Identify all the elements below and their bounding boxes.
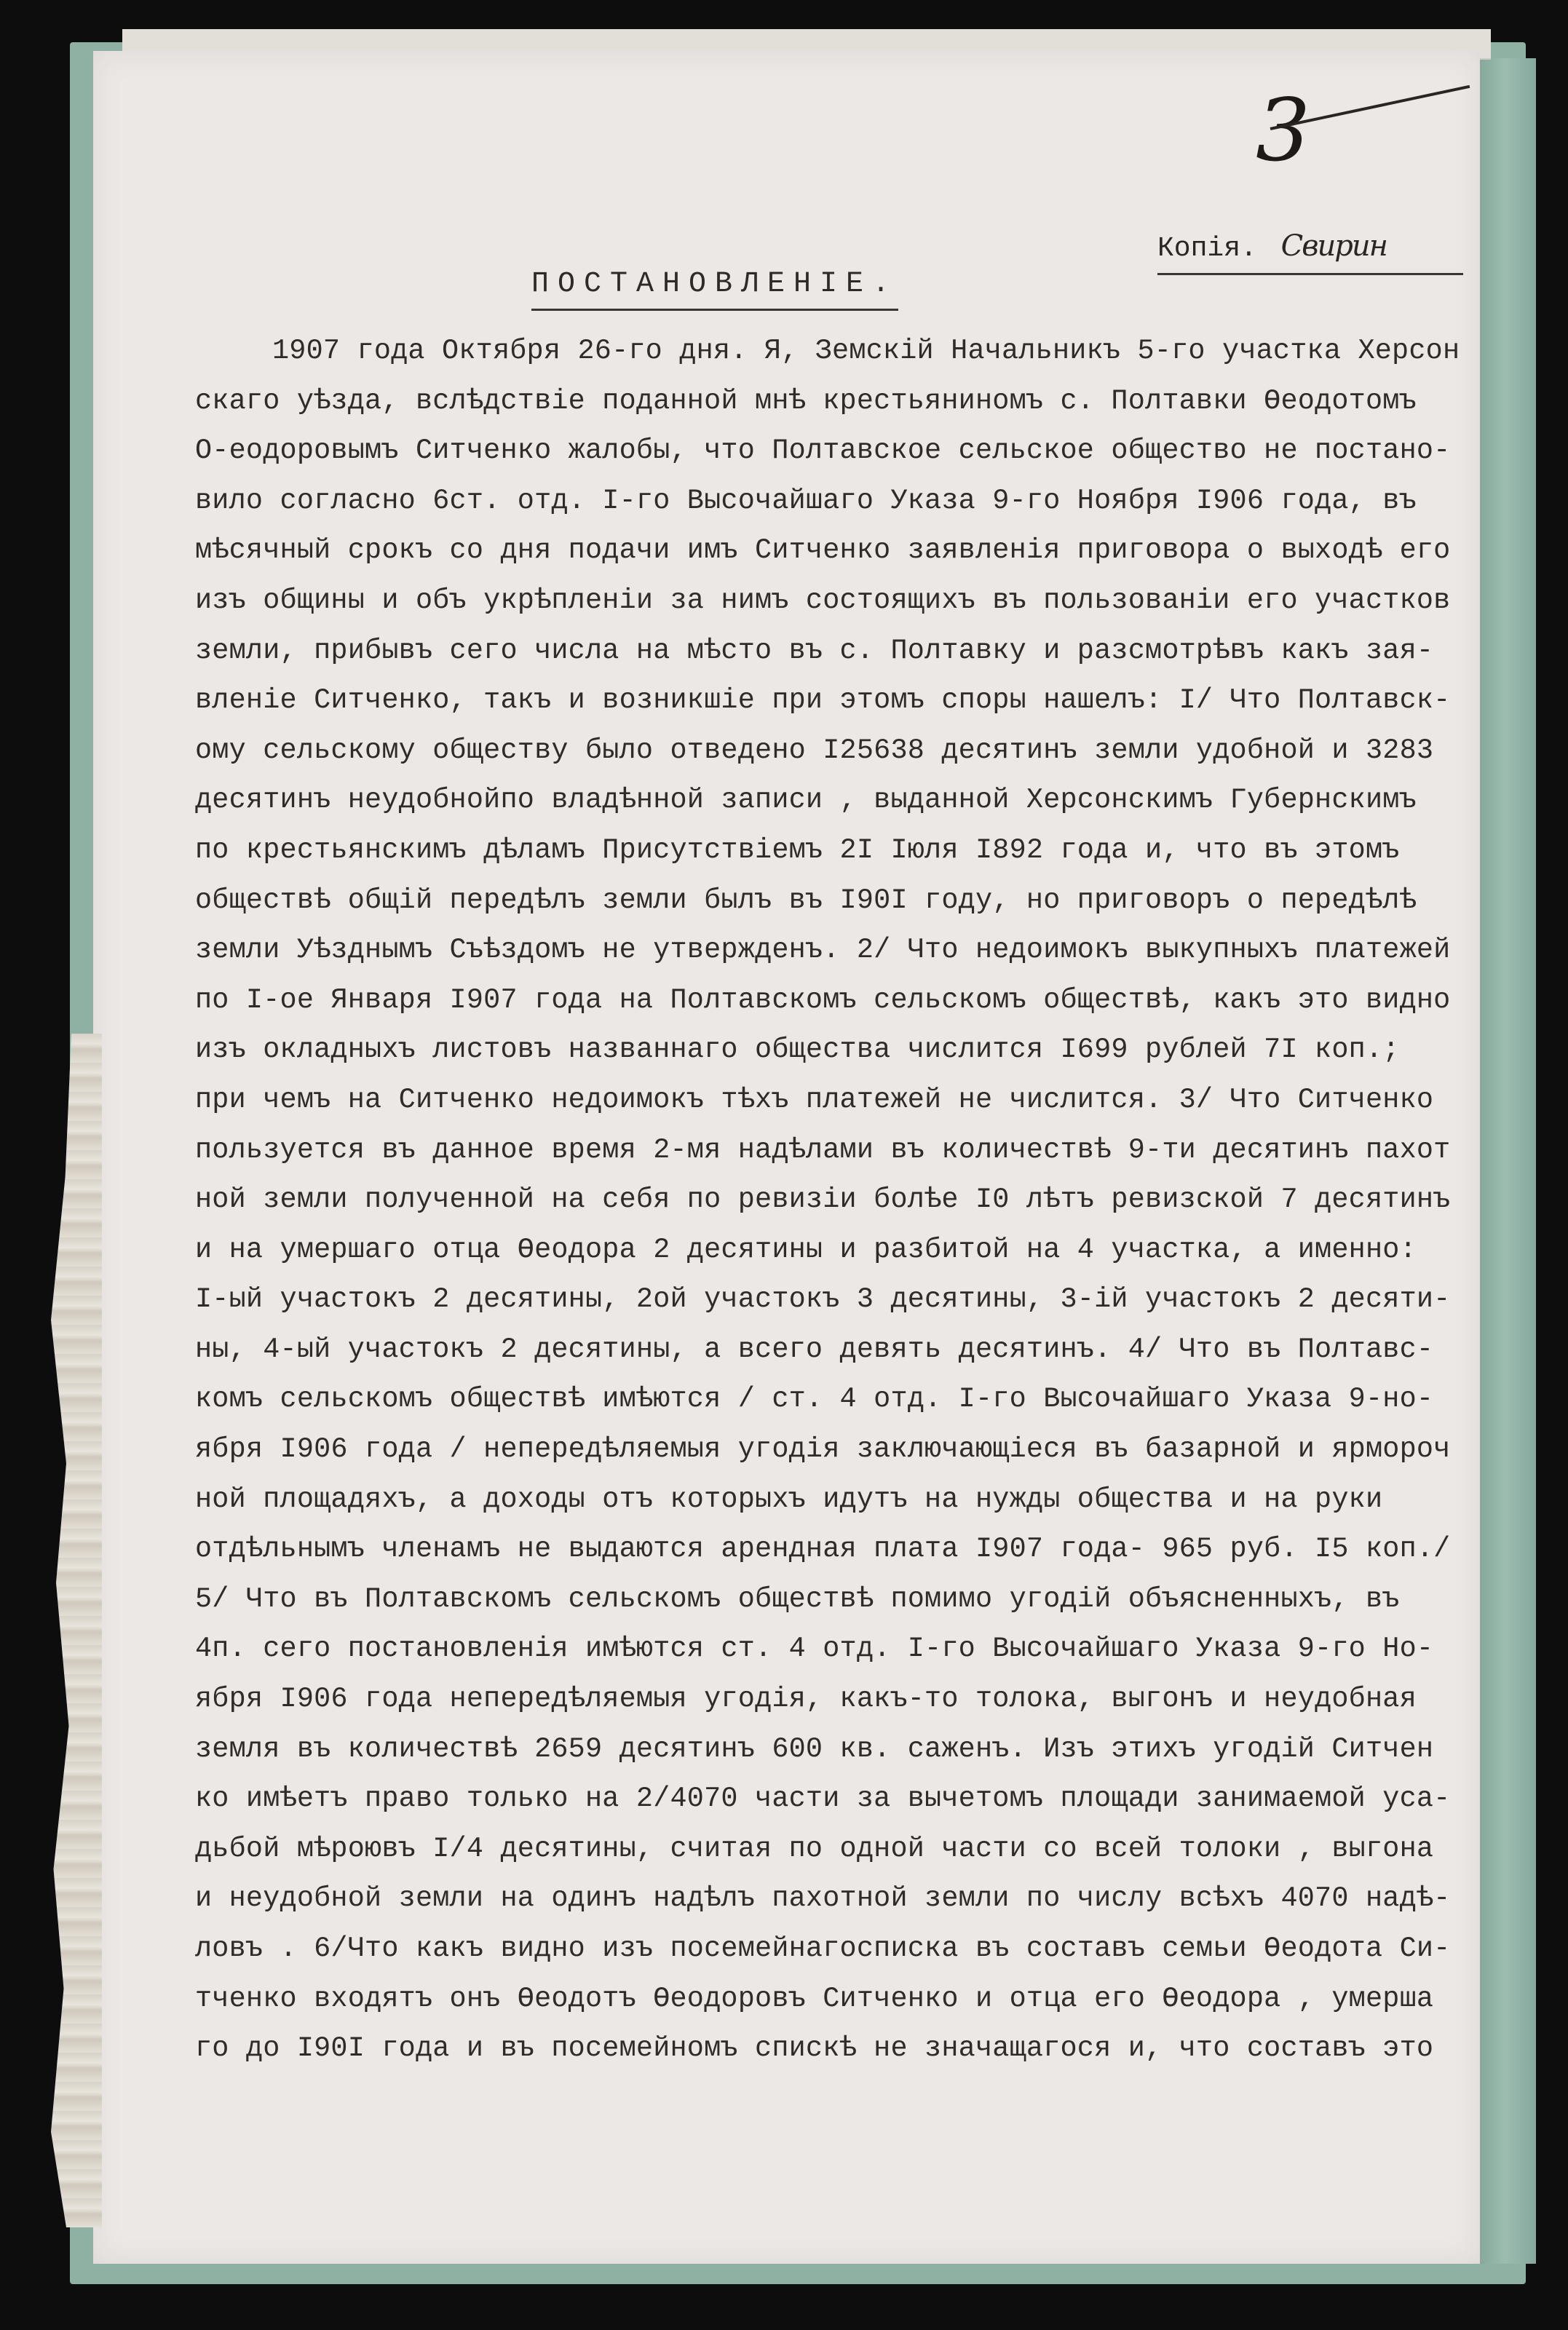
text-line: и на умершаго отца Өеодора 2 десятины и разбитой на 4 участка, а именно: <box>195 1233 1417 1266</box>
text-line: 4п. сего постановленія имѣются ст. 4 отд. І-го Высочайшаго Указа 9-го Но- <box>195 1633 1434 1665</box>
text-line: тченко входятъ онъ Өеодотъ Өеодоровъ Ситченко и отца его Өеодора , умерша <box>195 1982 1434 2015</box>
text-line: 1907 года Октября 26-го дня. Я, Земскій Начальникъ 5-го участка Херсон <box>272 335 1460 367</box>
text-line: ной земли полученной на себя по ревизіи болѣе І0 лѣтъ ревизской 7 десятинъ <box>195 1184 1451 1216</box>
document-body <box>195 326 1498 2074</box>
text-line: 5/ Что въ Полтавскомъ сельскомъ обществѣ помимо угодій объясненныхъ, въ <box>195 1582 1400 1615</box>
text-line: и неудобной земли на одинъ надѣлъ пахотной земли по числу всѣхъ 4070 надѣ- <box>195 1882 1451 1915</box>
text-line: вило согласно 6ст. отд. І-го Высочайшаго Указа 9-го Ноября І906 года, въ <box>195 484 1417 517</box>
text-line: ября І906 года непередѣляемыя угодія, какъ-то толока, выгонъ и неудобная <box>195 1683 1417 1716</box>
text-line: скаго уѣзда, вслѣдствіе поданной мнѣ крестьяниномъ с. Полтавки Өеодотомъ <box>195 384 1417 417</box>
text-line: О-еодоровымъ Ситченко жалобы, что Полтавское сельское общество не постано- <box>195 435 1451 467</box>
text-line: по крестьянскимъ дѣламъ Присутствіемъ 2І Іюля І892 года и, что въ этомъ <box>195 833 1400 866</box>
document-title: ПОСТАНОВЛЕНІЕ. <box>531 268 898 311</box>
text-line: І-ый участокъ 2 десятины, 2ой участокъ 3 десятины, 3-ій участокъ 2 десяти- <box>195 1283 1451 1316</box>
text-line: ны, 4-ый участокъ 2 десятины, а всего девять десятинъ. 4/ Что въ Полтавс- <box>195 1333 1434 1366</box>
text-line: комъ сельскомъ обществѣ имѣются / ст. 4 отд. І-го Высочайшаго Указа 9-но- <box>195 1383 1434 1416</box>
text-line: мѣсячный срокъ со дня подачи имъ Ситченко заявленія приговора о выходѣ его <box>195 534 1451 567</box>
text-line: изъ общины и объ укрѣпленіи за нимъ состоящихъ въ пользованіи его участков <box>195 584 1451 617</box>
text-line: вленіе Ситченко, такъ и возникшіе при этомъ споры нашелъ: І/ Что Полтавск- <box>195 684 1451 717</box>
text-line: пользуется въ данное время 2-мя надѣлами въ количествѣ 9-ти десятинъ пахот <box>195 1133 1451 1166</box>
text-line: ября І906 года / непередѣляемыя угодія заключающіеся въ базарной и ярмороч <box>195 1433 1451 1466</box>
text-line: десятинъ неудобнойпо владѣнной записи , выданной Херсонскимъ Губернскимъ <box>195 784 1417 817</box>
text-line: го до І90І года и въ посемейномъ спискѣ не значащагося и, что составъ это <box>195 2032 1434 2065</box>
text-line: ому сельскому обществу было отведено І25638 десятинъ земли удобной и 3283 <box>195 734 1434 766</box>
text-line: отдѣльнымъ членамъ не выдаются арендная плата І907 года- 965 руб. І5 коп./ <box>195 1533 1451 1566</box>
text-line: земля въ количествѣ 2659 десятинъ 600 кв. саженъ. Изъ этихъ угодій Ситчен <box>195 1732 1434 1765</box>
text-line: по І-ое Января І907 года на Полтавскомъ сельскомъ обществѣ, какъ это видно <box>195 983 1451 1016</box>
copy-signature: Свирин <box>1280 229 1387 263</box>
text-line: земли, прибывъ сего числа на мѣсто въ с. Полтавку и разсмотрѣвъ какъ зая- <box>195 634 1434 667</box>
text-line: изъ окладныхъ листовъ названнаго общества числится І699 рублей 7І коп.; <box>195 1034 1400 1066</box>
text-line: земли Уѣзднымъ Съѣздомъ не утвержденъ. 2/ Что недоимокъ выкупныхъ платежей <box>195 934 1451 967</box>
folio-number <box>1248 80 1467 197</box>
text-line: при чемъ на Ситченко недоимокъ тѣхъ платежей не числится. 3/ Что Ситченко <box>195 1083 1434 1116</box>
text-line: дьбой мѣроювъ І/4 десятины, считая по одной части со всей толоки , выгона <box>195 1832 1434 1865</box>
copy-label: Копія. <box>1157 233 1257 264</box>
folio-number-text: 3 <box>1256 80 1311 181</box>
text-line: ловъ . 6/Что какъ видно изъ посемейнагосписка въ составъ семьи Өеодота Си- <box>195 1933 1451 1965</box>
text-line: ной площадяхъ, а доходы отъ которыхъ идутъ на нужды общества и на руки <box>195 1483 1383 1515</box>
copy-mark <box>1157 229 1463 275</box>
text-line: обществѣ общій передѣлъ земли былъ въ І90І году, но приговоръ о передѣлѣ <box>195 884 1417 916</box>
text-line: ко имѣетъ право только на 2/4070 части за вычетомъ площади занимаемой уса- <box>195 1783 1451 1815</box>
